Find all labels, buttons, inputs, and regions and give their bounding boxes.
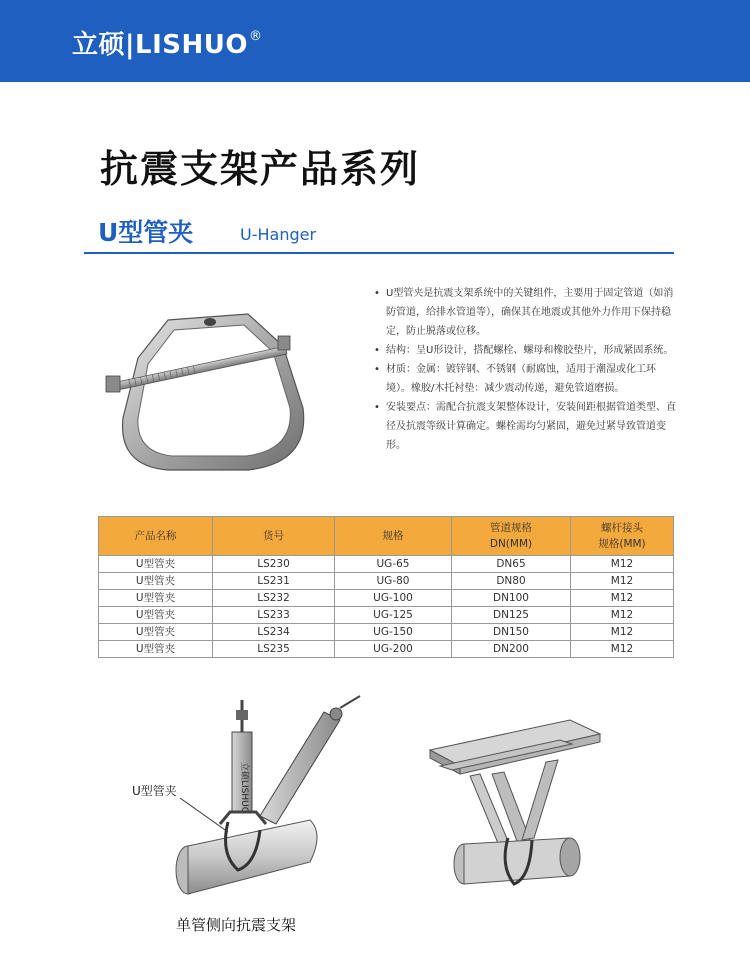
cell-rod-spec: M12	[571, 590, 674, 607]
cell-product-name: U型管夹	[99, 607, 213, 624]
table-row	[99, 607, 674, 624]
cell-product-name: U型管夹	[99, 556, 213, 573]
cell-pipe-spec: DN150	[452, 624, 571, 641]
description-item: • 材质：金属：镀锌钢、不锈钢（耐腐蚀，适用于潮湿或化工环境）。橡胶/木托衬垫：减少震动传递，避免管道磨损。	[374, 364, 656, 394]
cell-item-no: LS231	[213, 573, 335, 590]
col-header-item-no: 货号	[213, 517, 335, 556]
spec-table	[98, 516, 674, 658]
cell-pipe-spec: DN80	[452, 573, 571, 590]
multi-strut-brace-image	[420, 710, 610, 900]
cell-item-no: LS234	[213, 624, 335, 641]
cell-product-name: U型管夹	[99, 641, 213, 658]
table-row	[99, 590, 674, 607]
table-row	[99, 556, 674, 573]
callout-leader-line	[176, 796, 236, 836]
header-bar	[0, 0, 750, 82]
product-name-cn: U型管夹	[98, 218, 194, 247]
brand-logo	[72, 24, 262, 61]
cell-spec: UG-100	[335, 590, 452, 607]
cell-item-no: LS235	[213, 641, 335, 658]
cell-pipe-spec: DN125	[452, 607, 571, 624]
col-header-spec: 规格	[335, 517, 452, 556]
cell-item-no: LS232	[213, 590, 335, 607]
table-row	[99, 624, 674, 641]
cell-spec: UG-200	[335, 641, 452, 658]
cell-product-name: U型管夹	[99, 573, 213, 590]
brand-name: 立硕|LISHUO	[72, 30, 248, 60]
description-item: • 安装要点：需配合抗震支架整体设计，安装间距根据管道类型、直径及抗震等级计算确定。螺栓需均匀紧固，避免过紧导致管道变形。	[374, 402, 676, 451]
table-header-row	[99, 517, 674, 556]
col-header-rod-spec: 螺杆接头 规格(MM)	[571, 517, 674, 556]
cell-product-name: U型管夹	[99, 590, 213, 607]
u-hanger-image	[98, 298, 328, 478]
cell-item-no: LS230	[213, 556, 335, 573]
table-row	[99, 641, 674, 658]
col-header-pipe-spec: 管道规格 DN(MM)	[452, 517, 571, 556]
registered-mark: ®	[248, 29, 263, 44]
install-caption: 单管侧向抗震支架	[176, 916, 297, 934]
cell-spec: UG-150	[335, 624, 452, 641]
section-divider	[84, 252, 674, 254]
description-item: • U型管夹是抗震支架系统中的关键组件，主要用于固定管道（如消防管道，给排水管道等），确保其在地震或其他外力作用下保持稳定，防止脱落或位移。	[374, 288, 674, 337]
cell-item-no: LS233	[213, 607, 335, 624]
table-row	[99, 573, 674, 590]
description-item: • 结构：呈U形设计，搭配螺栓、螺母和橡胶垫片，形成紧固系统。	[374, 345, 674, 356]
cell-spec: UG-125	[335, 607, 452, 624]
cell-spec: UG-80	[335, 573, 452, 590]
u-hanger-callout: U型管夹	[132, 784, 177, 798]
cell-pipe-spec: DN65	[452, 556, 571, 573]
cell-rod-spec: M12	[571, 624, 674, 641]
cell-pipe-spec: DN100	[452, 590, 571, 607]
col-header-product-name: 产品名称	[99, 517, 213, 556]
product-name-en: U-Hanger	[240, 225, 317, 244]
cell-rod-spec: M12	[571, 556, 674, 573]
strut-brand-text: 立硕LISHUO	[239, 762, 249, 814]
cell-product-name: U型管夹	[99, 624, 213, 641]
cell-pipe-spec: DN200	[452, 641, 571, 658]
cell-rod-spec: M12	[571, 607, 674, 624]
cell-rod-spec: M12	[571, 641, 674, 658]
page-title: 抗震支架产品系列	[100, 147, 421, 191]
product-description	[370, 284, 676, 455]
cell-spec: UG-65	[335, 556, 452, 573]
cell-rod-spec: M12	[571, 573, 674, 590]
